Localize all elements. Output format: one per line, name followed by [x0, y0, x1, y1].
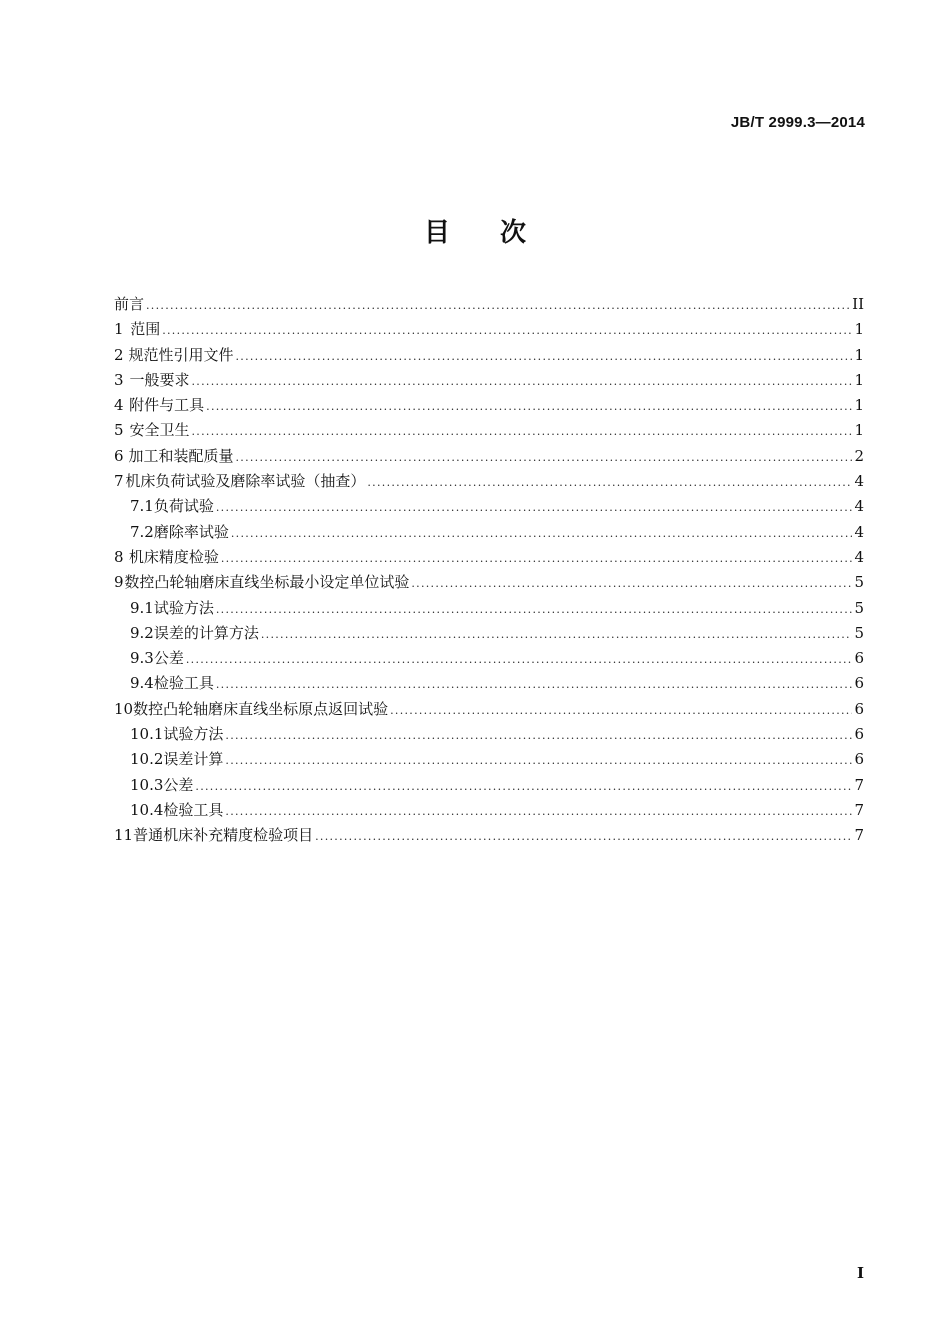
toc-entry-number: 10.2 — [130, 750, 164, 769]
toc-leader-dots — [231, 527, 853, 540]
toc-entry-label: 公差 — [153, 649, 184, 668]
toc-leader-dots — [146, 299, 850, 312]
toc-entry-page: 4 — [854, 547, 864, 566]
toc-entry-page: 4 — [854, 522, 864, 541]
toc-entry-label: 磨除率试验 — [153, 522, 229, 541]
toc-entry-label: 检验工具 — [163, 800, 224, 819]
toc-leader-dots — [390, 704, 852, 717]
table-of-contents — [114, 293, 864, 850]
toc-entry[interactable] — [114, 647, 864, 672]
toc-entry-number: 8 — [114, 547, 124, 566]
toc-entry[interactable] — [114, 672, 864, 697]
toc-entry[interactable] — [114, 445, 864, 470]
toc-entry-page: 7 — [854, 775, 864, 794]
toc-entry-label: 前言 — [114, 295, 145, 313]
toc-entry[interactable] — [114, 799, 864, 824]
toc-entry[interactable] — [114, 571, 864, 596]
toc-leader-dots — [235, 451, 852, 464]
toc-entry[interactable] — [114, 419, 864, 444]
toc-entry-number: 9 — [114, 573, 124, 592]
toc-entry-page: 6 — [854, 750, 864, 769]
toc-entry-label: 检验工具 — [153, 674, 214, 693]
toc-entry-page: II — [852, 295, 864, 313]
toc-entry-number: 7.2 — [130, 522, 154, 541]
toc-entry-page: 5 — [854, 573, 864, 592]
toc-entry-label: 范围 — [130, 320, 161, 339]
toc-entry[interactable] — [114, 344, 864, 369]
toc-leader-dots — [225, 754, 852, 767]
toc-leader-dots — [315, 830, 852, 843]
toc-entry-label: 附件与工具 — [129, 396, 205, 415]
toc-entry[interactable] — [114, 318, 864, 343]
toc-entry-page: 6 — [854, 649, 864, 668]
toc-title: 目次 — [423, 218, 576, 248]
toc-entry-label: 规范性引用文件 — [128, 345, 234, 364]
toc-entry[interactable] — [114, 546, 864, 571]
toc-leader-dots — [192, 375, 853, 388]
toc-entry-page: 2 — [854, 446, 864, 465]
toc-entry-number: 4 — [114, 396, 124, 415]
toc-leader-dots — [261, 628, 853, 641]
toc-entry-page: 1 — [854, 370, 864, 389]
toc-entry-page: 1 — [854, 396, 864, 415]
toc-entry[interactable] — [114, 723, 864, 748]
toc-entry-number: 7.1 — [130, 497, 154, 516]
toc-entry-label: 数控凸轮轴磨床直线坐标最小设定单位试验 — [124, 573, 410, 592]
toc-entry[interactable] — [114, 495, 864, 520]
toc-entry-label: 普通机床补充精度检验项目 — [133, 826, 314, 845]
page-number: I — [856, 1264, 864, 1282]
toc-entry-page: 5 — [854, 598, 864, 617]
toc-entry[interactable] — [114, 470, 864, 495]
toc-entry-page: 4 — [854, 472, 864, 491]
toc-entry-page: 7 — [854, 826, 864, 845]
toc-entry-number: 9.3 — [130, 649, 154, 668]
toc-entry-label: 误差的计算方法 — [153, 623, 259, 642]
toc-leader-dots — [411, 577, 852, 590]
toc-entry-number: 10.4 — [130, 800, 164, 819]
toc-entry-number: 10.1 — [130, 725, 164, 744]
toc-entry-number: 11 — [114, 826, 134, 845]
toc-entry-page: 6 — [854, 725, 864, 744]
standard-code: JB/T 2999.3—2014 — [730, 114, 865, 131]
toc-leader-dots — [192, 425, 853, 438]
toc-entry-label: 试验方法 — [163, 725, 224, 744]
toc-entry-page: 1 — [854, 345, 864, 364]
toc-leader-dots — [186, 653, 853, 666]
toc-entry-label: 误差计算 — [163, 750, 224, 769]
toc-entry-page: 6 — [854, 674, 864, 693]
toc-entry-number: 9.4 — [130, 674, 154, 693]
toc-entry-number: 5 — [114, 421, 124, 440]
toc-entry-label: 负荷试验 — [153, 497, 214, 516]
toc-entry-number: 7 — [114, 472, 124, 491]
toc-entry-label: 试验方法 — [153, 598, 214, 617]
toc-entry-page: 6 — [854, 699, 864, 718]
toc-leader-dots — [221, 552, 853, 565]
toc-entry-label: 加工和装配质量 — [128, 446, 234, 465]
toc-entry[interactable] — [114, 774, 864, 799]
toc-entry-page: 4 — [854, 497, 864, 516]
toc-entry-page: 5 — [854, 623, 864, 642]
toc-leader-dots — [216, 501, 853, 514]
toc-leader-dots — [195, 780, 852, 793]
toc-entry-page: 1 — [854, 320, 864, 339]
toc-entry-label: 一般要求 — [129, 370, 190, 389]
toc-entry-number: 9.2 — [130, 623, 154, 642]
toc-entry-label: 安全卫生 — [129, 421, 190, 440]
toc-leader-dots — [235, 350, 852, 363]
toc-leader-dots — [225, 729, 852, 742]
toc-entry[interactable] — [114, 748, 864, 773]
toc-entry-number: 1 — [114, 320, 124, 339]
toc-entry-number: 10.3 — [130, 775, 164, 794]
toc-entry[interactable] — [114, 293, 864, 318]
toc-leader-dots — [162, 324, 852, 337]
toc-entry-label: 机床精度检验 — [128, 547, 219, 566]
toc-leader-dots — [216, 678, 853, 691]
toc-entry[interactable] — [114, 521, 864, 546]
toc-entry[interactable] — [114, 622, 864, 647]
toc-leader-dots — [367, 476, 852, 489]
toc-entry-page: 7 — [854, 800, 864, 819]
toc-entry[interactable] — [114, 369, 864, 394]
toc-leader-dots — [206, 400, 852, 413]
toc-entry[interactable] — [114, 698, 864, 723]
toc-entry[interactable] — [114, 394, 864, 419]
toc-entry[interactable] — [114, 824, 864, 849]
toc-entry-label: 数控凸轮轴磨床直线坐标原点返回试验 — [133, 699, 389, 718]
toc-entry-label: 机床负荷试验及磨除率试验（抽查） — [125, 472, 366, 491]
toc-entry-number: 3 — [114, 370, 124, 389]
toc-entry-number: 9.1 — [130, 598, 154, 617]
toc-entry[interactable] — [114, 597, 864, 622]
toc-entry-number: 2 — [114, 345, 124, 364]
toc-entry-label: 公差 — [163, 775, 194, 794]
toc-leader-dots — [216, 603, 853, 616]
toc-entry-number: 6 — [114, 446, 124, 465]
toc-leader-dots — [225, 805, 852, 818]
toc-entry-page: 1 — [854, 421, 864, 440]
toc-entry-number: 10 — [114, 699, 134, 718]
